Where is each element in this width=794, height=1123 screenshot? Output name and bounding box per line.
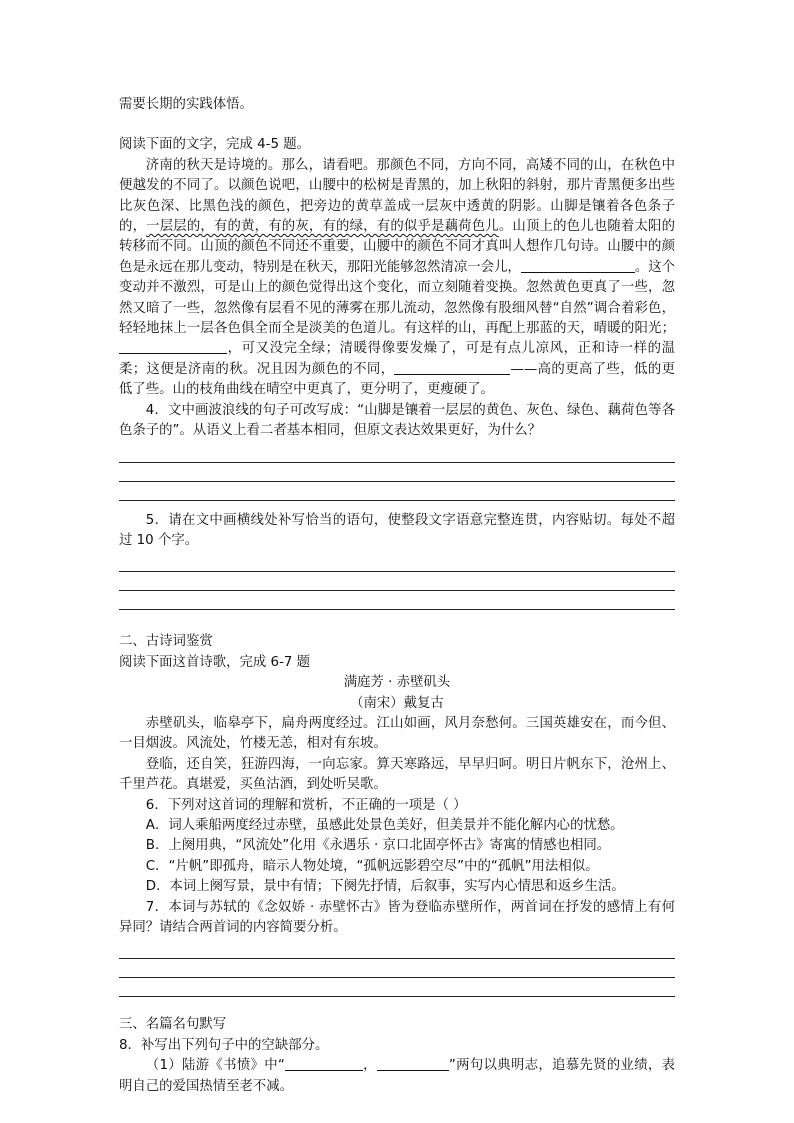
option-b[interactable]: B．上阕用典，“风流处”化用《永遇乐 · 京口北固亭怀古》寄寓的情感也相同。: [145, 838, 611, 854]
question-4: 4．文中画波浪线的句子可改写成：“山脚是镶着一层层的黄色、灰色、绿色、藕荷色等各色条子的”。从语义上看二者基本相同，但原文表达效果更好，为什么？: [119, 402, 675, 439]
answer-line[interactable]: [119, 553, 675, 572]
answer-line[interactable]: [119, 482, 675, 501]
poem-stanza-1: 赤壁矶头，临皋亭下，扁舟两度经过。江山如画，风月奈愁何。三国英雄安在，而今但、一目烟波。风流处，竹楼无恙，相对有东坡。: [119, 715, 675, 752]
answer-line[interactable]: [119, 463, 675, 482]
poem-author: （南宋）戴复古: [350, 695, 444, 711]
section-3-heading: 三、名篇名句默写: [119, 1017, 227, 1033]
question-8: 8．补写出下列句子中的空缺部分。: [119, 1037, 329, 1053]
poem-title: 满庭芳 · 赤壁矶头: [343, 675, 451, 691]
question-6: 6．下列对这首词的理解和赏析，不正确的一项是（ ）: [145, 797, 467, 813]
recitation-item-1: [119, 1056, 675, 1097]
question-7: 7．本词与苏轼的《念奴娇 · 赤壁怀古》皆为登临赤壁所作，两首词在抒发的感情上有何异同？请结合两首词的内容简要分析。: [119, 899, 675, 935]
item-1-prefix: （1）陆游《书愤》中“: [145, 1058, 285, 1074]
option-c[interactable]: C．“片帆”即孤舟，暗示人物处境，“孤帆远影碧空尽”中的“孤帆”用法相似。: [145, 858, 599, 874]
recite-blank-2[interactable]: [377, 1056, 449, 1071]
poem-stanza-2: 登临，还自笑，狂游四海，一向忘家。算天寒路远，早早归呵。明日片帆东下，沧州上、千里芦花。真堪爱，买鱼沽酒，到处听吴歌。: [119, 756, 675, 793]
fill-blank-1[interactable]: [521, 258, 635, 273]
passage-part-2: 。山顶上的色儿也随着太阳的转移而不同。山顶的颜色不同还不重要，山腰中的颜色不同才真叫人想作几句诗。山腰中的颜色是永远在那儿变动，特别是在秋天，那阳光能够忽然清凉一会儿，: [119, 219, 676, 275]
passage-part-3: 。这个变动并不激烈，可是山上的颜色觉得出这个变化，而立刻随着变换。忽然黄色更真了一些，忽然又暗了一些，忽然像有层看不见的薄雾在那儿流动，忽然像有股细风替“自然”调合着彩色，轻轻地抹上一层各色俱全而全是淡美的色道儿。有这样的山，再配上那蓝的天，晴暖的阳光；: [119, 259, 676, 337]
wavy-underlined-sentence: 一层层的，有的黄，有的灰，有的绿，有的似乎是藕荷色儿: [146, 219, 499, 235]
passage-part-1: 济南的秋天是诗境的。那么，请看吧。那颜色不同，方向不同，高矮不同的山，在秋色中便越发的不同了。以颜色说吧，山腰中的松树是青黑的，加上秋阳的斜射，那片青黑便多出些比灰色深、比黑色浅的颜色，把旁边的黄草盖成一层灰中透黄的阴影。山脚是镶着各色条子的，: [119, 157, 675, 235]
option-a[interactable]: A．词人乘船两度经过赤壁，虽感此处景色美好，但美景并不能化解内心的忧愁。: [145, 817, 624, 833]
passage-part-4: ，可又没完全绿；清暖得像要发燥了，可是有点儿凉风，正和诗一样的温柔；这便是济南的秋。况且因为颜色的不同，: [119, 341, 675, 377]
recite-blank-1[interactable]: [285, 1056, 363, 1071]
section-2-heading: 二、古诗词鉴赏: [119, 634, 213, 650]
answer-line[interactable]: [119, 444, 675, 463]
question-5: 5．请在文中画横线处补写恰当的语句，使整段文字语意完整连贯，内容贴切。每处不超过 10 个字。: [119, 512, 675, 548]
option-d[interactable]: D．本词上阕写景，景中有情；下阕先抒情，后叙事，实写内心情思和返乡生活。: [145, 879, 625, 895]
answer-line[interactable]: [119, 572, 675, 591]
answer-line[interactable]: [119, 940, 675, 959]
passage-part-5: ——高的更高了些，低的更低了些。山的枝角曲线在晴空中更真了，更分明了，更瘦硬了。: [119, 361, 676, 398]
answer-line[interactable]: [119, 959, 675, 978]
item-1-separator: ，: [362, 1058, 377, 1074]
exam-page: [119, 95, 675, 1097]
answer-line[interactable]: [119, 591, 675, 610]
fill-blank-3[interactable]: [394, 360, 510, 375]
fill-blank-2[interactable]: [119, 339, 227, 354]
previous-text-tail: 需要长期的实践体悟。: [119, 97, 253, 112]
reading-passage: [119, 156, 675, 401]
poem-intro: 阅读下面这首诗歌，完成 6-7 题: [119, 654, 311, 670]
answer-line[interactable]: [119, 978, 675, 997]
reading-intro: 阅读下面的文字，完成 4-5 题。: [119, 137, 311, 153]
item-1-suffix: ”两句以典明志，追慕先贤的业绩，表明自己的爱国热情至老不减。: [119, 1058, 675, 1094]
